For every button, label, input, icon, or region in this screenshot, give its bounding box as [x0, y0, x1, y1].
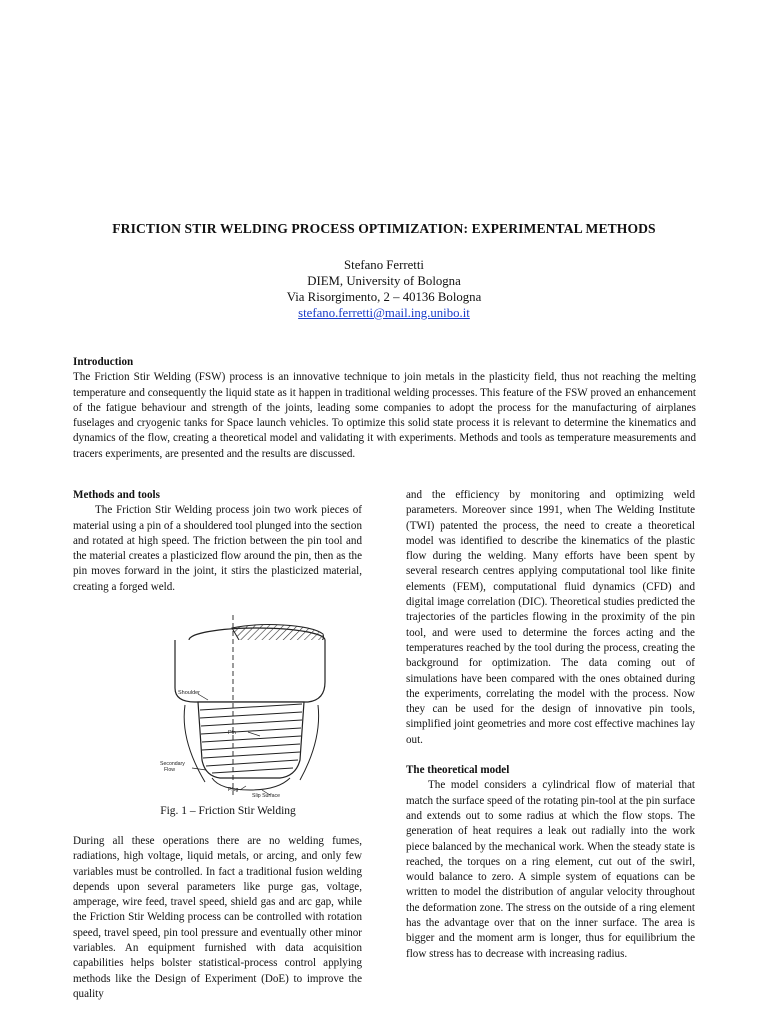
right-column	[406, 488, 695, 962]
methods-paragraph-1: The Friction Stir Welding process join two work pieces of material using a pin of a shouldered tool plunged into the section and rotated at high speed. The friction between the pin tool and the material creates a plasticized flow around the pin, then as the pin moves forward in the joint, it stirs the plasticized material, creating a forged weld.	[73, 504, 362, 593]
theoretical-model-text: The model considers a cylindrical flow of material that match the surface speed of the rotating pin-tool at the pin surface and extends out to some radius at which the flow stops. The generation of heat requires a leak out radially into the work piece balanced by the mechanical work. When the steady state is reached, the torques on a ring element, cut out of the swirl, would balance to zero. A simple system of equations can be written to model the distribution of angular velocity throughout the deformation zone. The stress on the outside of a ring element has the advantage over that on the inner surface. The area is bigger and the moment arm is longer, thus for equilibrium the flow stress has to decrease with increasing radius.	[406, 779, 695, 960]
label-plug: Plug	[228, 787, 239, 793]
methods-continued	[73, 834, 362, 1002]
figure-friction-stir-welding	[150, 610, 340, 798]
figure-caption: Fig. 1 – Friction Stir Welding	[160, 805, 296, 817]
author-address: Via Risorgimento, 2 – 40136 Bologna	[286, 290, 482, 304]
label-pin: Pin	[228, 730, 236, 736]
author-name: Stefano Ferretti	[344, 258, 424, 272]
introduction-section	[73, 355, 696, 462]
methods-heading: Methods and tools	[73, 489, 160, 501]
friction-stir-welding-diagram	[150, 610, 340, 798]
introduction-heading: Introduction	[73, 356, 134, 368]
methods-section	[73, 488, 362, 595]
label-shoulder: Shoulder	[178, 690, 201, 696]
paper-title: FRICTION STIR WELDING PROCESS OPTIMIZATION: EXPERIMENTAL METHODS	[112, 221, 656, 236]
label-secondary-flow: Secondary Flow	[160, 761, 185, 773]
author-email-link[interactable]: stefano.ferretti@mail.ing.unibo.it	[298, 306, 470, 320]
author-email-row	[0, 305, 768, 321]
methods-paragraph-2: During all these operations there are no welding fumes, radiations, high voltage, liquid metals, or arcing, and only few variables must be controlled. In fact a traditional fusion welding depends upon several parameters like purge gas, voltage, amperage, wire feed, travel speed, shield gas and arc gap, while the Friction Stir Welding process can be controlled with rotation speed, travel speed, pin tool pressure and eventually other minor variables. An equipment furnished with data acquisition capabilities helps bolster statistical-process control applying methods like the Design of Experiment (DoE) to improve the quality	[73, 835, 362, 1000]
label-slip-surface: Slip Surface	[252, 793, 280, 798]
introduction-text: The Friction Stir Welding (FSW) process is an innovative technique to join metals in the plasticity field, thus not reaching the melting temperature and consequently the liquid state as it happen in traditional welding processes. This feature of the FSW proved an enhancement of the fatigue behaviour and strength of the joints, leading some companies to adopt the process for the manufacturing of airplanes fuselages and cryogenic tanks for Space launch vehicles. To optimize this solid state process it is relevant to determine the kinematics and dynamics of the flow, creating a theoretical model and validating it with experiments. Methods and tools as temperature measurements and tracers experiments, are presented and the results are discussed.	[73, 371, 696, 460]
author-affiliation: DIEM, University of Bologna	[307, 274, 461, 288]
theoretical-model-heading: The theoretical model	[406, 764, 510, 777]
right-column-paragraph: and the efficiency by monitoring and optimizing weld parameters. Moreover since 1991, when The Welding Institute (TWI) patented the process, the need to create a theoretical model was identified to describe the kinematics of the plastic flow during the welding. Many efforts have been spent by several research centres applying computational tool like finite elements (FEM), computational fluid dynamics (CFD) and digital image correlation (DIC). Theoretical studies predicted the trajectories of the particles flowing in the proximity of the pin tool, and were used to determine the forces acting and the temperatures reached by the tool during the process, creating the background for optimization. The data coming out of simulations have been compared with the ones obtained during the experiments, correlating the model with the process. Now they can be used for the design of innovative pin tools, simplified joint geometries and more cost effective machines lay out.	[406, 489, 695, 746]
